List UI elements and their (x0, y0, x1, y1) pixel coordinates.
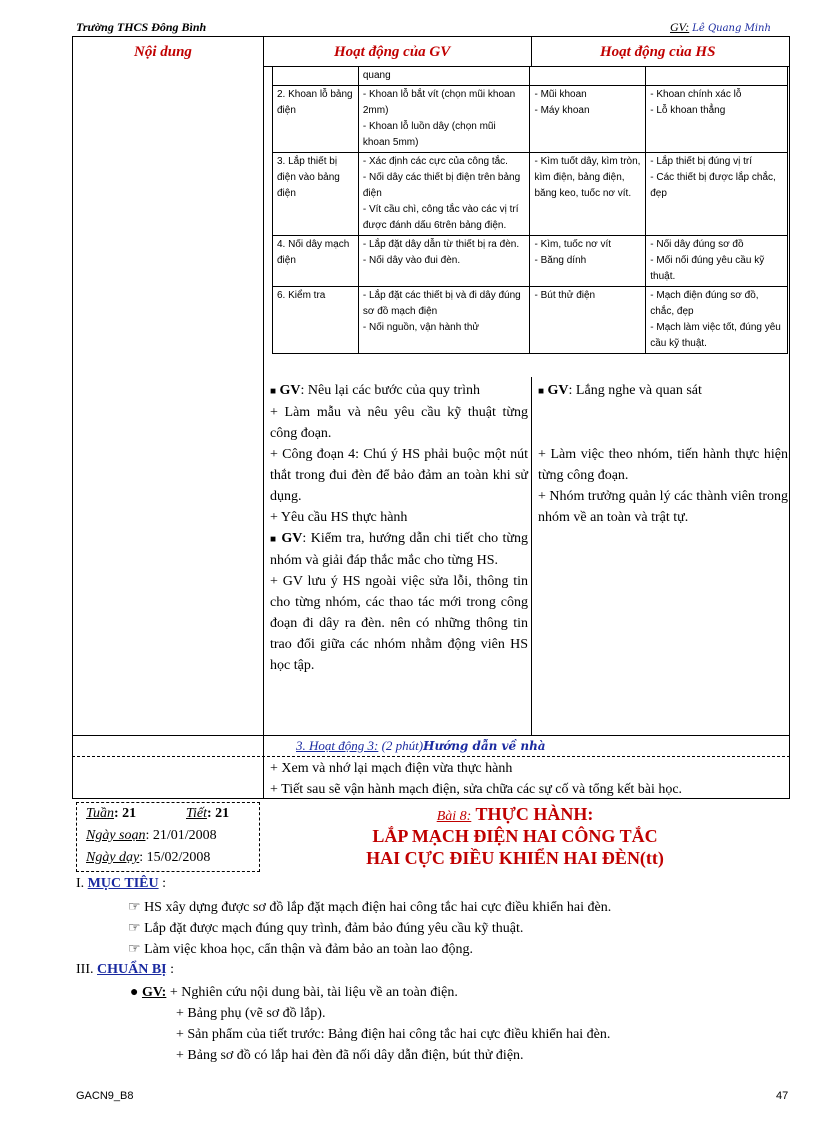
step-cell: 2. Khoan lỗ bảng điện (273, 86, 359, 153)
tools-cell: - Bút thử điện (530, 287, 646, 354)
req-cell: - Mạch điện đúng sơ đồ, chắc, đẹp - Mạch làm việc tốt, đúng yêu cầu kỹ thuật. (646, 287, 788, 354)
col-hs-header: Hoạt động của HS (600, 44, 716, 60)
left-rule-bottom (72, 736, 73, 798)
pointing-hand-icon: ☞ (128, 942, 141, 957)
table-row (273, 287, 788, 354)
square-bullet-icon: ■ (538, 386, 545, 397)
objective-item: ☞ Làm việc khoa học, cẩn thận và đảm bảo an toàn lao động. (128, 942, 473, 957)
lesson-title-line3: HAI CỰC ĐIỀU KHIỂN HAI ĐÈN(tt) (366, 848, 664, 868)
task-cell: - Lắp đặt dây dẫn từ thiết bị ra đèn. - Nối dây vào đui đèn. (358, 236, 530, 287)
gv-activity-block: ■ GV: Nêu lại các bước của quy trình + Làm mẫu và nêu yêu cầu kỹ thuật từng công đoạn. + Công đoạn 4: Chú ý HS phải buộc một nút thắt trong đui đèn để bảo đảm an toàn khi sử dụng. + Yêu cầu HS thực hành ■ GV: Kiểm tra, hướng dẫn chi tiết cho từng nhóm và giải đáp thắc mắc cho từng HS. + GV lưu ý HS ngoài việc sửa lỗi, thông tin cho từng nhóm, các thao tác mới trong công đoạn đi dây ra đèn. nên có những thông tin trao đổi giữa các nhóm nhằm động viên HS học tập. (270, 383, 529, 673)
tools-cell: - Kìm, tuốc nơ vít - Băng dính (530, 236, 646, 287)
teach-date: Ngày dạy: 15/02/2008 (86, 850, 211, 865)
doc-code: GACN9_B8 (76, 1090, 134, 1102)
lesson-title: Bài 8: THỰC HÀNH: (436, 804, 594, 824)
col-divider-2b (531, 377, 532, 736)
objective-item: ☞ Lắp đặt được mạch đúng quy trình, đảm bảo đúng yêu cầu kỹ thuật. (128, 921, 524, 936)
handwritten-note: Hướng dẫn về nhà (423, 739, 546, 753)
square-bullet-icon: ■ (270, 386, 277, 397)
round-bullet-icon: ● (130, 985, 139, 1000)
hs-activity-block: ■ GV: Lắng nghe và quan sát + Làm việc theo nhóm, tiến hành thực hiện từng công đoạn. + Nhóm trưởng quản lý các thành viên trong nhóm về an toàn và trật tự. (538, 383, 788, 525)
req-cell: - Khoan chính xác lỗ - Lỗ khoan thẳng (646, 86, 788, 153)
pointing-hand-icon: ☞ (128, 900, 141, 915)
table-row (273, 86, 788, 153)
activity-3-heading: 3. Hoạt động 3: (2 phút)Hướng dẫn về nhà (296, 738, 546, 753)
col-divider-2 (531, 36, 532, 66)
table-row (273, 153, 788, 236)
req-cell (646, 67, 788, 86)
prep-item: + Bảng sơ đồ có lắp hai đèn đã nối dây dẫn điện, bút thử điện. (176, 1048, 524, 1063)
prep-item: + Bảng phụ (vẽ sơ đồ lắp). (176, 1006, 326, 1021)
step-cell: 6. Kiểm tra (273, 287, 359, 354)
objectives-heading: I. MỤC TIÊU : (76, 876, 166, 891)
task-cell: quang (358, 67, 530, 86)
col-content-header: Nội dung (134, 44, 192, 60)
table-row (273, 236, 788, 287)
homework-block: + Xem và nhớ lại mạch điện vừa thực hành + Tiết sau sẽ vận hành mạch điện, sửa chữa các sự cố và tổng kết bài học. (270, 761, 683, 797)
req-cell: - Nối dây đúng sơ đồ - Mối nối đúng yêu cầu kỹ thuật. (646, 236, 788, 287)
teacher-name: Lê Quang Minh (692, 23, 771, 34)
square-bullet-icon: ■ (270, 534, 277, 545)
col-gv-header: Hoạt động của GV (334, 44, 451, 60)
tools-cell (530, 67, 646, 86)
task-cell: - Xác định các cực của công tắc. - Nối dây các thiết bị điện trên bảng điện - Vít cầu chì, công tắc vào các vị trí được đánh dấu 6trên bảng điện. (358, 153, 530, 236)
col-divider-1 (263, 36, 264, 798)
gv-label: GV: (670, 20, 690, 34)
task-cell: - Lắp đặt các thiết bị và đi dây đúng sơ đồ mạch điện - Nối nguồn, vận hành thử (358, 287, 530, 354)
prep-item: + Sản phẩm của tiết trước: Bảng điện hai công tắc hai cực điều khiển hai đèn. (176, 1027, 611, 1042)
activity-3-rule (72, 756, 790, 757)
tools-cell: - Mũi khoan - Máy khoan (530, 86, 646, 153)
objective-item: ☞ HS xây dựng được sơ đồ lắp đặt mạch điện hai công tắc hai cực điều khiển hai đèn. (128, 900, 612, 915)
req-cell: - Lắp thiết bị đúng vị trí - Các thiết bị được lắp chắc, đẹp (646, 153, 788, 236)
procedure-table (272, 66, 788, 354)
step-cell: 3. Lắp thiết bị điện vào bảng điện (273, 153, 359, 236)
step-cell: 4. Nối dây mạch điện (273, 236, 359, 287)
week-info: Tuần: 21 (86, 806, 137, 821)
prep-date: Ngày soạn: 21/01/2008 (86, 828, 217, 843)
pointing-hand-icon: ☞ (128, 921, 141, 936)
school-name: Trường THCS Đông Bình (76, 20, 207, 34)
period-info: Tiết: 21 (186, 806, 230, 821)
table-bottom-rule (72, 798, 790, 799)
prep-item-gv: ● GV: + Nghiên cứu nội dung bài, tài liệu về an toàn điện. (130, 985, 458, 1000)
teacher-label (670, 20, 771, 35)
table-row (273, 67, 788, 86)
page-number: 47 (776, 1090, 789, 1102)
task-cell: - Khoan lỗ bắt vít (chọn mũi khoan 2mm) - Khoan lỗ luồn dây (chọn mũi khoan 5mm) (358, 86, 530, 153)
prep-heading: III. CHUẨN BỊ : (76, 962, 175, 977)
tools-cell: - Kìm tuốt dây, kìm tròn, kìm điện, bảng điện, băng keo, tuốc nơ vít. (530, 153, 646, 236)
step-cell (273, 67, 359, 86)
lesson-title-line2: LẮP MẠCH ĐIỆN HAI CÔNG TẮC (372, 826, 658, 846)
